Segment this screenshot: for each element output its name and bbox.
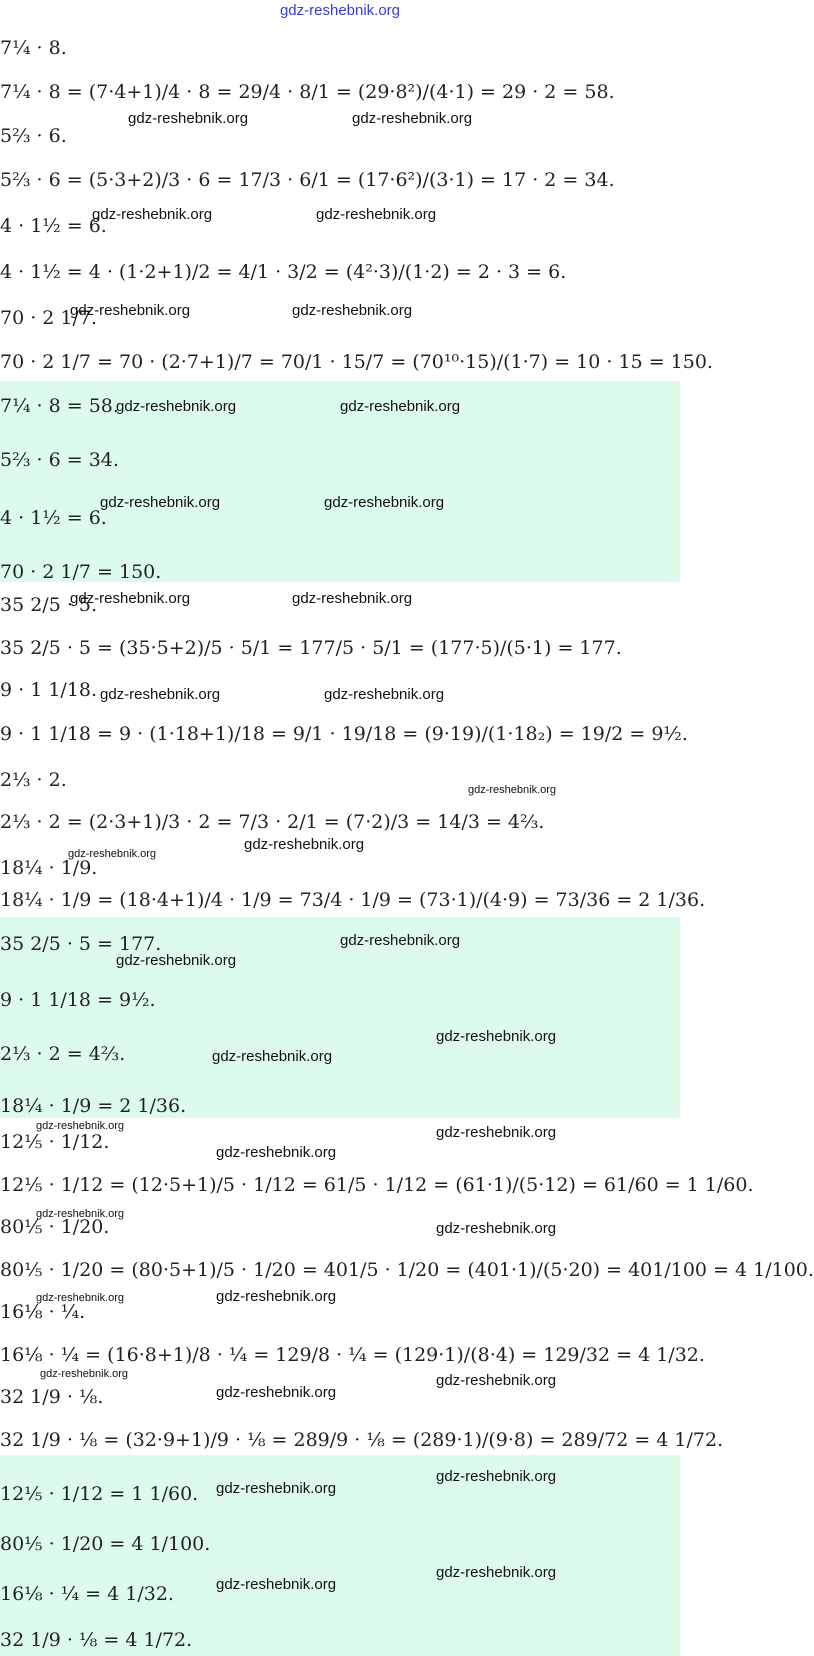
math-line: 5⅔ · 6 = (5·3+2)/3 · 6 = 17/3 · 6/1 = (17·6²)/(3·1) = 17 · 2 = 34. [0,169,615,191]
watermark: gdz-reshebnik.org [292,590,413,607]
watermark: gdz-reshebnik.org [352,110,473,127]
watermark: gdz-reshebnik.org [100,686,221,703]
watermark: gdz-reshebnik.org [128,110,249,127]
math-line: 32 1/9 · ⅛ = (32·9+1)/9 · ⅛ = 289/9 · ⅛ = (289·1)/(9·8) = 289/72 = 4 1/72. [0,1429,724,1451]
answer-line: 35 2/5 · 5 = 177. [0,933,162,955]
math-line: 7¼ · 8 = (7·4+1)/4 · 8 = 29/4 · 8/1 = (29·8²)/(4·1) = 29 · 2 = 58. [0,81,615,103]
math-line: 7¼ · 8. [0,37,67,59]
answer-line: 12⅕ · 1/12 = 1 1/60. [0,1483,199,1505]
math-line: 70 · 2 1/7. [0,307,98,329]
math-line: 18¼ · 1/9. [0,857,98,879]
watermark: gdz-reshebnik.org [36,1292,125,1304]
watermark: gdz-reshebnik.org [436,1468,557,1485]
math-line: 70 · 2 1/7 = 70 · (2·7+1)/7 = 70/1 · 15/7 = (70¹⁰·15)/(1·7) = 10 · 15 = 150. [0,351,713,373]
watermark: gdz-reshebnik.org [216,1144,337,1161]
watermark: gdz-reshebnik.org [436,1372,557,1389]
math-line: 4 · 1½ = 4 · (1·2+1)/2 = 4/1 · 3/2 = (4²·3)/(1·2) = 2 · 3 = 6. [0,261,567,283]
math-line: 80⅕ · 1/20 = (80·5+1)/5 · 1/20 = 401/5 · 1/20 = (401·1)/(5·20) = 401/100 = 4 1/100. [0,1259,814,1281]
math-line: 35 2/5 · 5 = (35·5+2)/5 · 5/1 = 177/5 · 5/1 = (177·5)/(5·1) = 177. [0,637,622,659]
watermark: gdz-reshebnik.org [216,1384,337,1401]
watermark: gdz-reshebnik.org [216,1480,337,1497]
watermark: gdz-reshebnik.org [436,1124,557,1141]
watermark: gdz-reshebnik.org [340,932,461,949]
answer-line: 7¼ · 8 = 58. [0,395,119,417]
top-site-link[interactable]: gdz-reshebnik.org [279,2,401,19]
math-line: 4 · 1½ = 6. [0,215,107,237]
math-line: 16⅛ · ¼ = (16·8+1)/8 · ¼ = 129/8 · ¼ = (129·1)/(8·4) = 129/32 = 4 1/32. [0,1344,705,1366]
watermark: gdz-reshebnik.org [216,1288,337,1305]
answer-line: 70 · 2 1/7 = 150. [0,561,162,583]
watermark: gdz-reshebnik.org [40,1368,129,1380]
watermark: gdz-reshebnik.org [36,1208,125,1220]
answer-line: 4 · 1½ = 6. [0,507,107,529]
answer-line: 2⅓ · 2 = 4⅔. [0,1043,126,1065]
answer-line: 5⅔ · 6 = 34. [0,449,119,471]
answer-line: 18¼ · 1/9 = 2 1/36. [0,1095,187,1117]
answer-line: 9 · 1 1/18 = 9½. [0,989,156,1011]
watermark: gdz-reshebnik.org [244,836,365,853]
math-line: 12⅕ · 1/12 = (12·5+1)/5 · 1/12 = 61/5 · 1/12 = (61·1)/(5·12) = 61/60 = 1 1/60. [0,1174,754,1196]
watermark: gdz-reshebnik.org [116,952,237,969]
watermark: gdz-reshebnik.org [212,1048,333,1065]
watermark: gdz-reshebnik.org [70,302,191,319]
math-line: 9 · 1 1/18 = 9 · (1·18+1)/18 = 9/1 · 19/18 = (9·19)/(1·18₂) = 19/2 = 9½. [0,723,688,745]
watermark: gdz-reshebnik.org [340,398,461,415]
watermark: gdz-reshebnik.org [468,784,557,796]
math-line: 2⅓ · 2. [0,769,67,791]
math-line: 12⅕ · 1/12. [0,1131,110,1153]
math-line: 80⅕ · 1/20. [0,1216,110,1238]
math-line: 9 · 1 1/18. [0,679,98,701]
math-line: 35 2/5 · 5. [0,594,98,616]
answer-line: 32 1/9 · ⅛ = 4 1/72. [0,1629,193,1651]
math-line: 5⅔ · 6. [0,125,67,147]
watermark: gdz-reshebnik.org [324,494,445,511]
watermark: gdz-reshebnik.org [292,302,413,319]
math-line: 18¼ · 1/9 = (18·4+1)/4 · 1/9 = 73/4 · 1/9 = (73·1)/(4·9) = 73/36 = 2 1/36. [0,889,706,911]
math-line: 32 1/9 · ⅛. [0,1386,104,1408]
answer-line: 80⅕ · 1/20 = 4 1/100. [0,1533,211,1555]
watermark: gdz-reshebnik.org [70,590,191,607]
watermark: gdz-reshebnik.org [216,1576,337,1593]
watermark: gdz-reshebnik.org [68,848,157,860]
watermark: gdz-reshebnik.org [436,1564,557,1581]
watermark: gdz-reshebnik.org [92,206,213,223]
watermark: gdz-reshebnik.org [116,398,237,415]
watermark: gdz-reshebnik.org [100,494,221,511]
watermark: gdz-reshebnik.org [436,1028,557,1045]
watermark: gdz-reshebnik.org [436,1220,557,1237]
watermark: gdz-reshebnik.org [324,686,445,703]
watermark: gdz-reshebnik.org [316,206,437,223]
answer-line: 16⅛ · ¼ = 4 1/32. [0,1583,174,1605]
math-line: 16⅛ · ¼. [0,1301,86,1323]
math-line: 2⅓ · 2 = (2·3+1)/3 · 2 = 7/3 · 2/1 = (7·2)/3 = 14/3 = 4⅔. [0,811,545,833]
watermark: gdz-reshebnik.org [36,1120,125,1132]
